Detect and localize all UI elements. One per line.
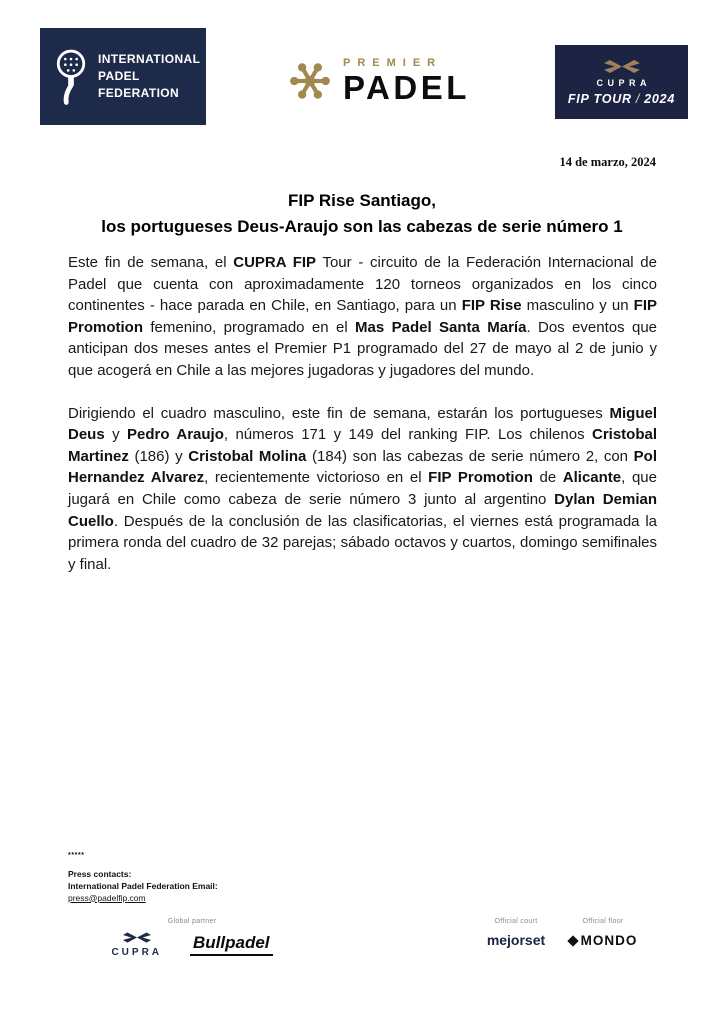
mondo-diamond-icon (567, 935, 578, 946)
title-line-1: FIP Rise Santiago, (287, 191, 436, 210)
mondo-logo (560, 933, 646, 948)
official-floor-label: Official floor (582, 918, 624, 925)
global-partner-group (86, 918, 298, 958)
ipf-logo (40, 28, 206, 125)
ipf-line-1: INTERNATIONAL (98, 52, 201, 66)
cupra-partner-emblem-icon (119, 931, 155, 944)
premier-padel-logo (287, 57, 470, 106)
premier-padel-star-icon (287, 58, 333, 104)
cupra-partner-wordmark: CUPRA (111, 947, 163, 958)
mejorset-logo: mejorset (486, 932, 546, 948)
official-court-group (473, 918, 559, 948)
global-partner-label: Global partner (167, 918, 217, 925)
ipf-line-2: PADEL (98, 69, 140, 83)
paragraph-2: Dirigiendo el cuadro masculino, este fin de semana, estarán los portugueses Miguel Deus y Pedro Araujo, números 171 y 149 del ranking FIP. Los chilenos Cristobal Martinez (186) y Cristobal Molina (184) son las cabezas de serie número 2, con Pol Hernandez Alvarez, recientemente victorioso en el FIP Promotion de Alicante, que jugará en Chile como cabeza de serie número 3 junto al argentino Dylan Demian Cuello. Después de la conclusión de las clasificatorias, el viernes está programada la primera ronda del cuadro de 32 parejas; sábado octavos y cuartos, domingo semifinales y final. (68, 404, 657, 573)
ipf-line-3: FEDERATION (98, 86, 180, 100)
press-contacts-block (68, 851, 218, 904)
fip-tour-2024-label (568, 92, 675, 106)
press-contacts-org: International Padel Federation Email: (68, 880, 218, 891)
slash-divider: / (635, 92, 641, 106)
footer-separator: ***** (68, 852, 85, 859)
press-contacts-label: Press contacts: (68, 868, 132, 879)
paragraph-1: Este fin de semana, el CUPRA FIP Tour - circuito de la Federación Internacional de Padel que cuenta con aproximadamente 120 torneos organizados en los cinco continentes - hace parada en Chile, en Santiago, para un FIP Rise masculino y un FIP Promotion femenino, programado en el Mas Padel Santa María. Dos eventos que anticipan dos meses antes el Premier P1 programado del 27 de mayo al 2 de junio y que acogerá en Chile a las mejores jugadoras y jugadores del mundo. (68, 254, 657, 379)
year-text: 2024 (644, 92, 676, 106)
premier-label: PREMIER (343, 57, 443, 69)
cupra-fip-tour-logo (555, 45, 688, 119)
premier-padel-wordmark (343, 57, 470, 106)
cupra-wordmark: CUPRA (596, 78, 651, 88)
padel-label: PADEL (343, 69, 470, 106)
press-email-link[interactable]: press@padelfip.com (68, 892, 146, 903)
mondo-wordmark: MONDO (580, 933, 638, 948)
official-floor-group (560, 918, 646, 948)
bullpadel-logo: Bullpadel (190, 933, 273, 956)
padel-racket-icon (54, 47, 88, 107)
partners-row (0, 918, 724, 990)
cupra-emblem-icon (599, 58, 645, 75)
fip-tour-text: FIP TOUR (567, 92, 632, 106)
ipf-logo-text (98, 51, 200, 102)
document-date: 14 de marzo, 2024 (559, 155, 656, 169)
official-court-label: Official court (494, 918, 538, 925)
title-line-2: los portugueses Deus-Araujo son las cabezas de serie número 1 (101, 217, 623, 237)
cupra-partner-logo (111, 931, 162, 958)
page-title (68, 188, 656, 241)
article-body (68, 252, 657, 575)
